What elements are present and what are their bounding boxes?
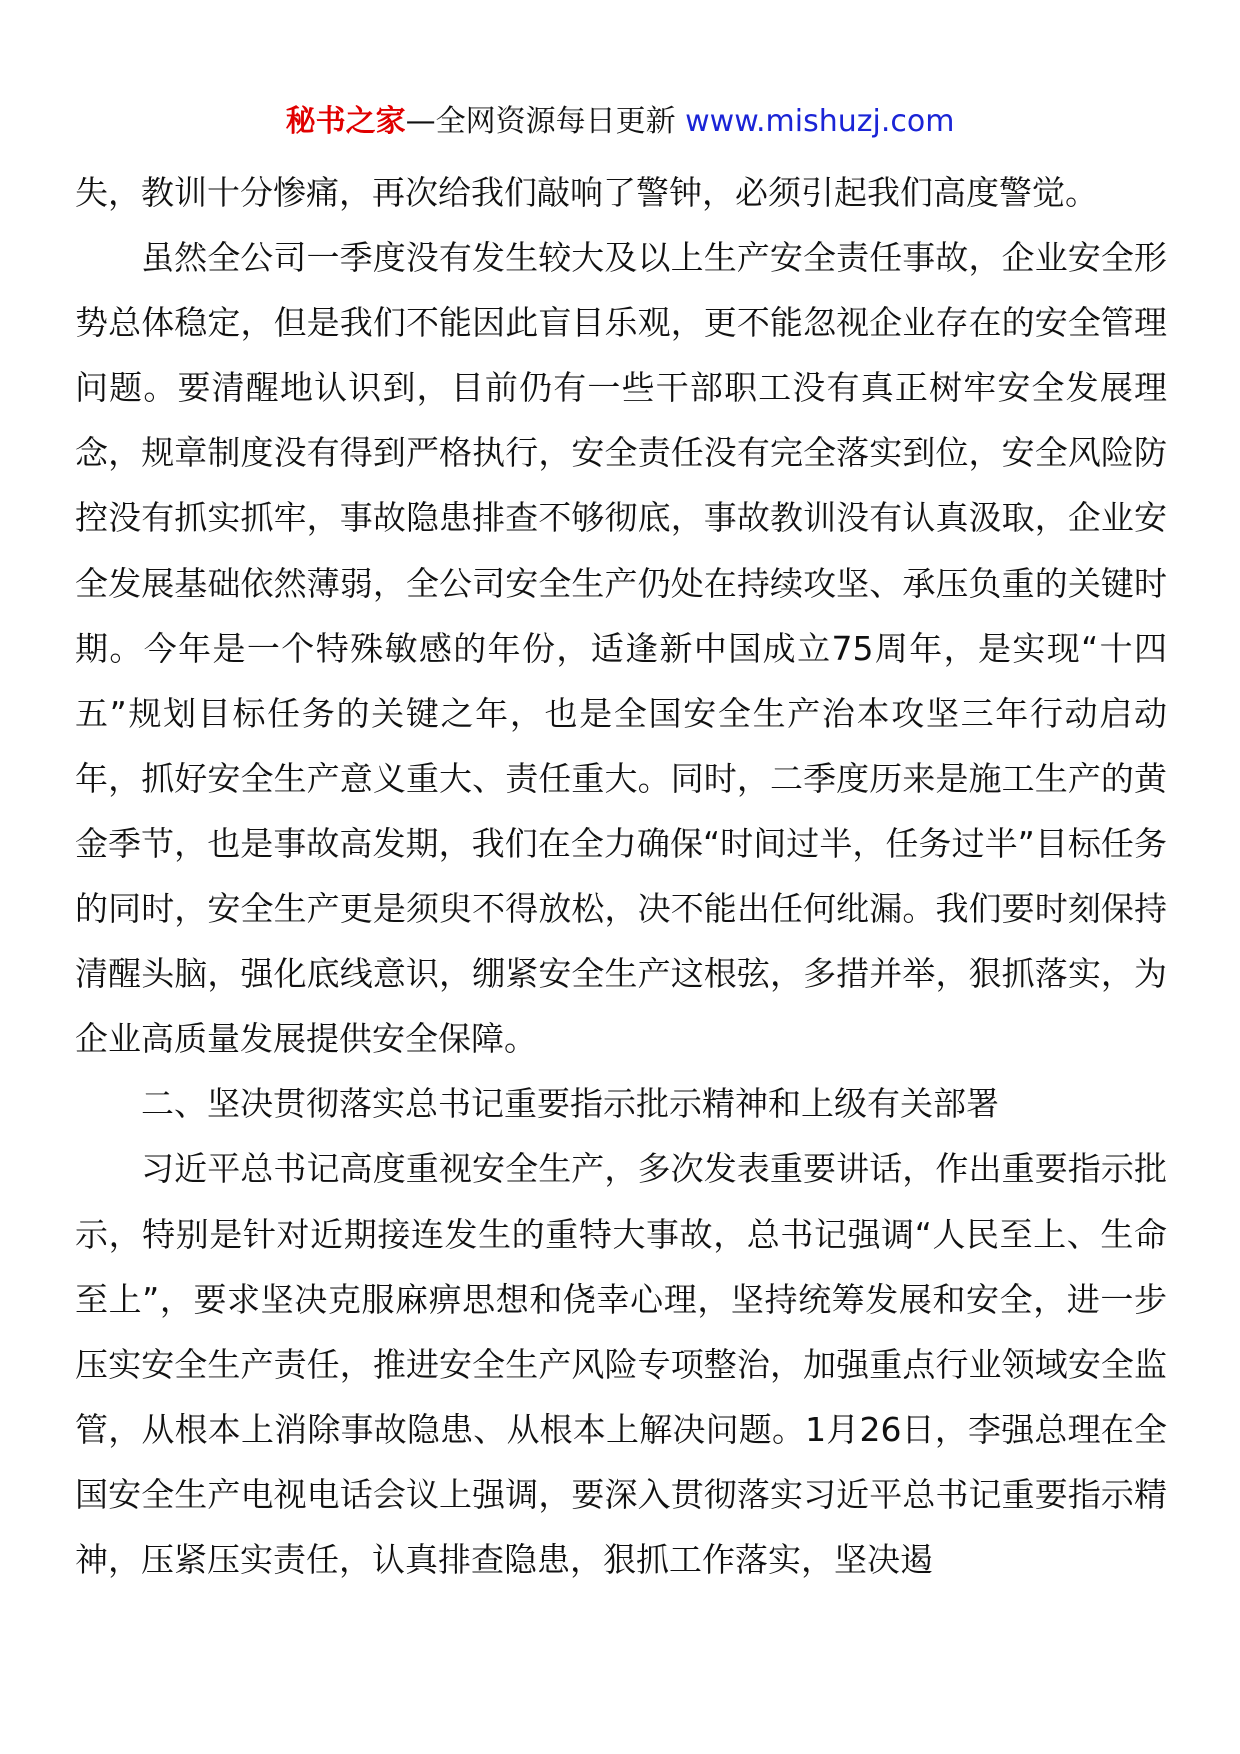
section-heading: 二、坚决贯彻落实总书记重要指示批示精神和上级有关部署 [141, 1084, 999, 1124]
website-link[interactable]: www.mishuzj.com [685, 104, 955, 139]
header-slogan: —全网资源每日更新 [405, 104, 686, 139]
document-body [75, 160, 1167, 1592]
paragraph-safety-situation: 虽然全公司一季度没有发生较大及以上生产安全责任事故，企业安全形势总体稳定，但是我们不能因此盲目乐观，更不能忽视企业存在的安全管理问题。要清醒地认识到，目前仍有一些干部职工没有真正树牢安全发展理念，规章制度没有得到严格执行，安全责任没有完全落实到位，安全风险防控没有抓实抓牢，事故隐患排查不够彻底，事故教训没有认真汲取，企业安全发展基础依然薄弱，全公司安全生产仍处在持续攻坚、承压负重的关键时期。今年是一个特殊敏感的年份，适逢新中国成立75周年，是实现“十四五”规划目标任务的关键之年，也是全国安全生产治本攻坚三年行动启动年，抓好安全生产意义重大、责任重大。同时，二季度历来是施工生产的黄金季节，也是事故高发期，我们在全力确保“时间过半，任务过半”目标任务的同时，安全生产更是须臾不得放松，决不能出任何纰漏。我们要时刻保持清醒头脑，强化底线意识，绷紧安全生产这根弦，多措并举，狠抓落实，为企业高质量发展提供安全保障。 [75, 238, 1167, 1059]
page-header [0, 100, 1240, 144]
paragraph-continuation: 失，教训十分惨痛，再次给我们敲响了警钟，必须引起我们高度警觉。 [75, 173, 1098, 212]
brand-name: 秘书之家 [285, 104, 406, 139]
paragraph-instructions: 习近平总书记高度重视安全生产，多次发表重要讲话，作出重要指示批示，特别是针对近期接连发生的重特大事故，总书记强调“人民至上、生命至上”，要求坚决克服麻痹思想和侥幸心理，坚持统筹发展和安全，进一步压实安全生产责任，推进安全生产风险专项整治，加强重点行业领域安全监管，从根本上消除事故隐患、从根本上解决问题。1月26日，李强总理在全国安全生产电视电话会议上强调，要深入贯彻落实习近平总书记重要指示精神，压紧压实责任，认真排查隐患，狠抓工作落实，坚决遏 [75, 1149, 1167, 1579]
